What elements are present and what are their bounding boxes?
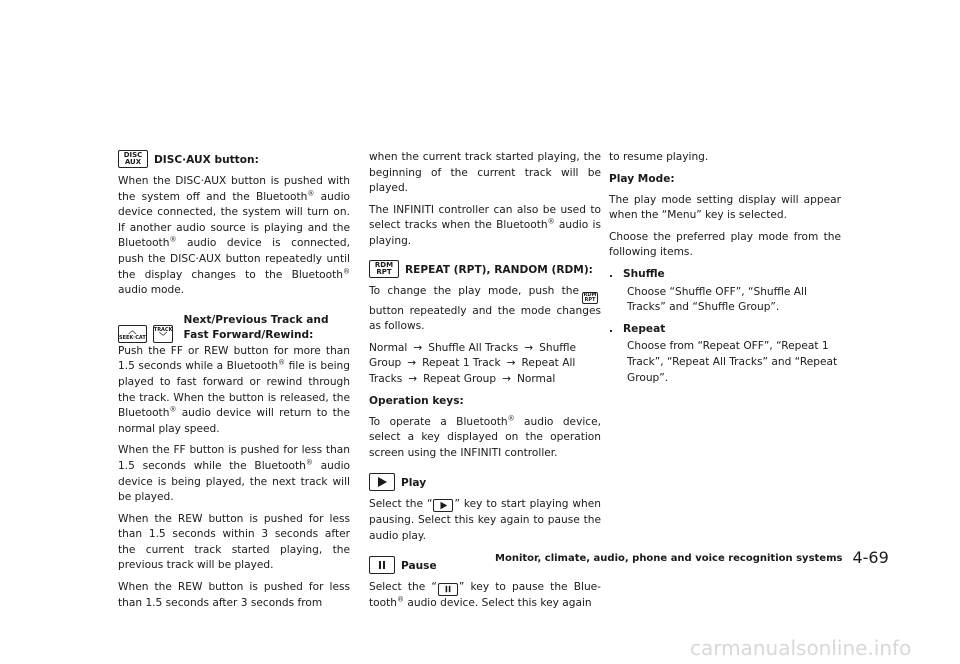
track-button-icon: TRACK ﹀ [153, 326, 173, 341]
pause-heading: Pause [401, 560, 437, 573]
operation-keys-heading: Operation keys: [369, 394, 464, 407]
play-heading: Play [401, 477, 427, 490]
page-number: 4-69 [852, 548, 889, 567]
registered-mark: ® [307, 189, 315, 198]
disc-aux-heading: DISC·AUX button: [154, 154, 259, 166]
choose-mode-paragraph: Choose the preferred play mode from the following items. [609, 230, 841, 259]
track-heading-row [118, 313, 350, 343]
chevron-down-icon: ﹀ [159, 331, 168, 341]
seek-cat-button-icon: ︿ SEEK·CAT [119, 325, 146, 341]
rdm-rpt-inline-icon: RDM RPT [583, 291, 597, 303]
play-mode-change-paragraph: To change the play mode, push the RDM RPT button repeatedly and the mode changes as follows. [369, 284, 601, 333]
list-item-description: Choose “Shuffle OFF”, “Shuffle All Tracks” and “Shuffle Group”. [627, 285, 807, 314]
registered-mark: ® [507, 414, 515, 422]
registered-mark: ® [547, 217, 555, 226]
disc-aux-paragraph: When the DISC·AUX button is pushed with the system off and the Bluetooth® audio device connected, the system will turn on. If another audio source is playing and the Bluetooth® audio device is connected, push the DISC·AUX button repeatedly until the display changes to the Bluetooth® audio mode. [118, 175, 350, 297]
registered-mark: ® [305, 458, 313, 467]
list-item: . Repeat [609, 322, 666, 335]
watermark: carmanualsonline.info [690, 636, 912, 660]
pause-paragraph: Select the “ ” key to pause the Blue-tooth® audio device. Select this key again [369, 581, 601, 609]
footer-section-title: Monitor, climate, audio, phone and voice recognition systems [495, 553, 843, 564]
chevron-up-icon: ︿ [128, 325, 137, 335]
rew-after-paragraph: When the REW button is pushed for less than 1.5 seconds after 3 seconds from [118, 581, 350, 609]
registered-mark: ® [169, 235, 177, 244]
play-mode-paragraph: The play mode setting display will appear when the “Menu” key is selected. [609, 193, 841, 222]
registered-mark: ® [278, 358, 286, 367]
rew-continued-paragraph: when the current track started playing, the beginning of the current track will be played. [369, 151, 601, 195]
column-1 [118, 150, 350, 617]
rdm-rpt-button-icon: RDM RPT [369, 260, 399, 278]
disc-aux-heading-row [118, 150, 350, 168]
column-3 [609, 150, 841, 392]
list-item-description: Choose from “Repeat OFF”, “Repeat 1 Track”, “Repeat All Tracks” and “Repeat Group”. [627, 340, 838, 384]
ff-short-paragraph: When the FF button is pushed for less than 1.5 seconds while the Bluetooth® audio device is being played, the next track will be played. [118, 444, 350, 504]
rew-short-paragraph: When the REW button is pushed for less than 1.5 seconds within 3 seconds after the current track started playing, the previous track will be played. [118, 512, 350, 572]
registered-mark: ® [397, 595, 404, 604]
registered-mark: ® [169, 405, 177, 414]
list-item: . Shuffle [609, 267, 665, 280]
ff-rew-paragraph: Push the FF or REW button for more than 1.5 seconds while a Bluetooth® file is being played to fast forward or rewind through the track. When the button is released, the Bluetooth® audio device will return to the normal play speed. [118, 344, 350, 435]
play-heading-row [369, 473, 601, 491]
rdm-rpt-heading-row [369, 260, 601, 278]
pause-inline-icon [438, 583, 458, 596]
operation-paragraph: To operate a Bluetooth® audio device, select a key displayed on the operation screen using the INFINITI controller. [369, 414, 601, 459]
page-footer [495, 548, 889, 567]
play-key-icon [369, 473, 395, 491]
rdm-rpt-heading: REPEAT (RPT), RANDOM (RDM): [405, 263, 593, 276]
controller-paragraph: The INFINITI controller can also be used to select tracks when the Bluetooth® audio is playing. [369, 203, 601, 247]
mode-sequence: Normal → Shuffle All Tracks → Shuffle Group → Repeat 1 Track → Repeat All Tracks → Repeat Group → Normal [369, 341, 577, 385]
play-inline-icon [433, 499, 453, 512]
pause-key-icon [369, 556, 395, 574]
registered-mark: ® [343, 267, 350, 276]
track-heading: Next/Previous Track and Fast Forward/Rewind: [183, 313, 329, 341]
resume-paragraph: to resume playing. [609, 151, 709, 163]
play-mode-heading: Play Mode: [609, 172, 675, 185]
disc-aux-button-icon: DISC AUX [118, 150, 148, 168]
play-paragraph: Select the “ ” key to start playing when pausing. Select this key again to pause the audio play. [369, 498, 601, 542]
